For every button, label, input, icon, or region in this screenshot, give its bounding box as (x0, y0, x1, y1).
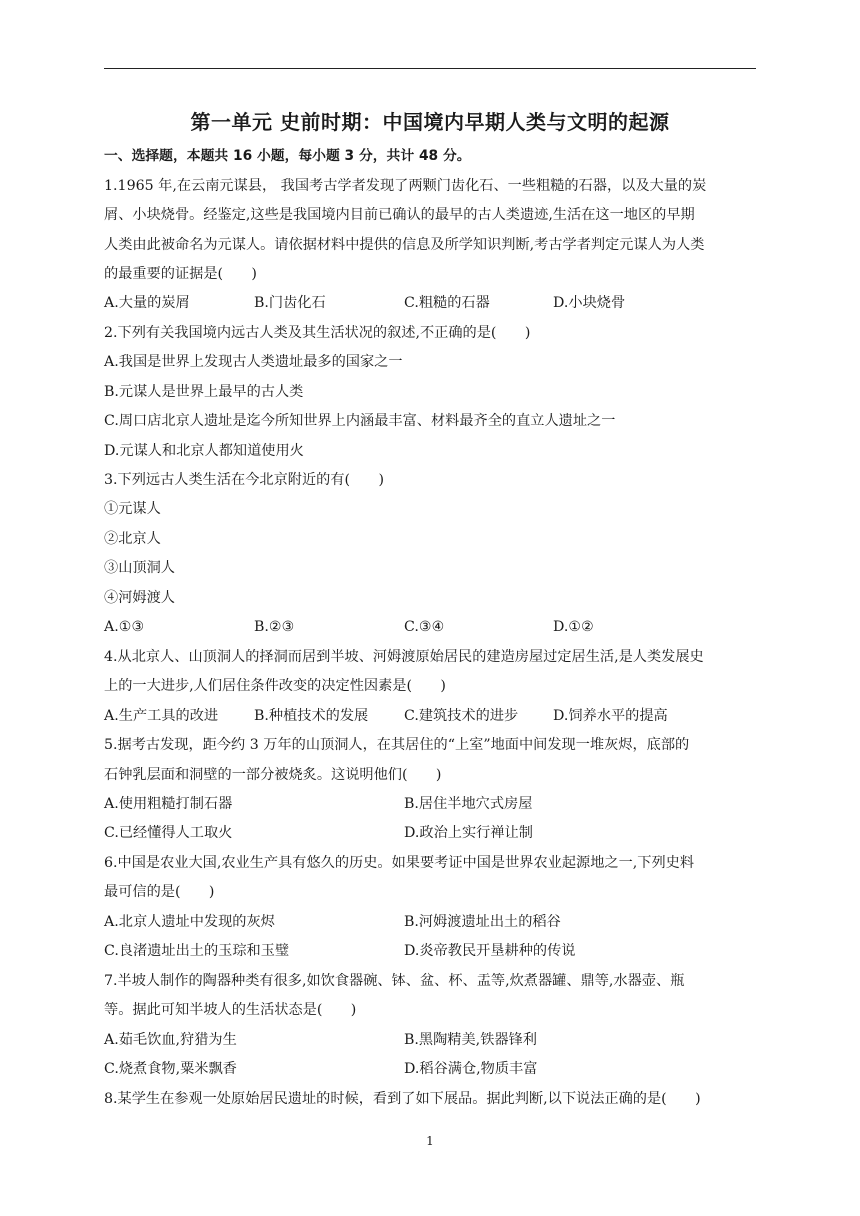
q7-option-b: B.黑陶精美,铁器锋利 (404, 1032, 537, 1048)
q4-stem-line: 4.从北京人、山顶洞人的择洞而居到半坡、河姆渡原始居民的建造房屋过定居生活,是人类发展史 (104, 649, 704, 665)
q3-option-a: A.①③ (104, 619, 145, 635)
q6-option-d: D.炎帝教民开垦耕种的传说 (404, 943, 576, 959)
q5-option-b: B.居住半地穴式房屋 (404, 796, 533, 812)
page-title: 第一单元 史前时期：中国境内早期人类与文明的起源 (190, 110, 670, 134)
q1-stem-line: 人类由此被命名为元谋人。请依据材料中提供的信息及所学知识判断,考古学者判定元谋人为人类 (104, 237, 705, 253)
q2-option-c: C.周口店北京人遗址是迄今所知世界上内涵最丰富、材料最齐全的直立人遗址之一 (104, 413, 616, 429)
q6-stem-line: 最可信的是( ) (104, 884, 215, 900)
q5-stem-line: 5.据考古发现，距今约 3 万年的山顶洞人，在其居住的“上室”地面中间发现一堆灰烬，底部的 (104, 737, 690, 753)
q2-stem-line: 2.下列有关我国境内远古人类及其生活状况的叙述,不正确的是( ) (104, 325, 531, 341)
header-rule (104, 68, 756, 69)
q3-item: ④河姆渡人 (104, 590, 175, 606)
q3-option-b: B.②③ (254, 619, 295, 635)
q7-stem-line: 7.半坡人制作的陶器种类有很多,如饮食器碗、钵、盆、杯、盂等,炊煮器罐、鼎等,水器壶、瓶 (104, 973, 685, 989)
q6-option-b: B.河姆渡遗址出土的稻谷 (404, 914, 561, 930)
q1-option-b: B.门齿化石 (254, 295, 326, 311)
q6-option-a: A.北京人遗址中发现的灰烬 (104, 914, 275, 930)
q4-option-d: D.饲养水平的提高 (553, 708, 668, 724)
q4-option-a: A.生产工具的改进 (104, 708, 219, 724)
q5-stem-line: 石钟乳层面和洞壁的一部分被烧炙。这说明他们( ) (104, 767, 442, 783)
q5-option-c: C.已经懂得人工取火 (104, 825, 233, 841)
q7-option-c: C.烧煮食物,粟米飘香 (104, 1061, 237, 1077)
q6-option-c: C.良渚遗址出土的玉琮和玉璧 (104, 943, 290, 959)
q5-option-a: A.使用粗糙打制石器 (104, 796, 233, 812)
q4-option-c: C.建筑技术的进步 (404, 708, 519, 724)
q4-option-b: B.种植技术的发展 (254, 708, 369, 724)
q1-option-a: A.大量的炭屑 (104, 295, 190, 311)
q7-stem-line: 等。据此可知半坡人的生活状态是( ) (104, 1002, 357, 1018)
q6-stem-line: 6.中国是农业大国,农业生产具有悠久的历史。如果要考证中国是世界农业起源地之一,下列史料 (104, 855, 695, 871)
q2-option-a: A.我国是世界上发现古人类遗址最多的国家之一 (104, 354, 403, 370)
section-heading: 一、选择题，本题共 16 小题，每小题 3 分，共计 48 分。 (104, 148, 471, 164)
q8-stem-line: 8.某学生在参观一处原始居民遗址的时候，看到了如下展品。据此判断,以下说法正确的是( ) (104, 1091, 701, 1107)
q1-stem-line: 屑、小块烧骨。经鉴定,这些是我国境内目前已确认的最早的古人类遗迹,生活在这一地区的早期 (104, 207, 695, 223)
q7-option-a: A.茹毛饮血,狩猎为生 (104, 1032, 237, 1048)
q1-option-c: C.粗糙的石器 (404, 295, 490, 311)
q3-option-d: D.①② (553, 619, 594, 635)
q1-stem-line: 的最重要的证据是( ) (104, 266, 257, 282)
q1-option-d: D.小块烧骨 (553, 295, 626, 311)
q3-option-c: C.③④ (404, 619, 445, 635)
q1-stem-line: 1.1965 年,在云南元谋县， 我国考古学者发现了两颗门齿化石、一些粗糙的石器，以及大量的炭 (104, 178, 707, 194)
q2-option-d: D.元谋人和北京人都知道使用火 (104, 443, 304, 459)
q3-item: ①元谋人 (104, 501, 161, 517)
q7-option-d: D.稻谷满仓,物质丰富 (404, 1061, 538, 1077)
q4-stem-line: 上的一大进步,人们居住条件改变的决定性因素是( ) (104, 678, 446, 694)
q5-option-d: D.政治上实行禅让制 (404, 825, 533, 841)
q3-stem-line: 3.下列远古人类生活在今北京附近的有( ) (104, 472, 384, 488)
q3-item: ③山顶洞人 (104, 560, 175, 576)
q2-option-b: B.元谋人是世界上最早的古人类 (104, 384, 304, 400)
q3-item: ②北京人 (104, 531, 161, 547)
page-number: 1 (426, 1134, 434, 1148)
